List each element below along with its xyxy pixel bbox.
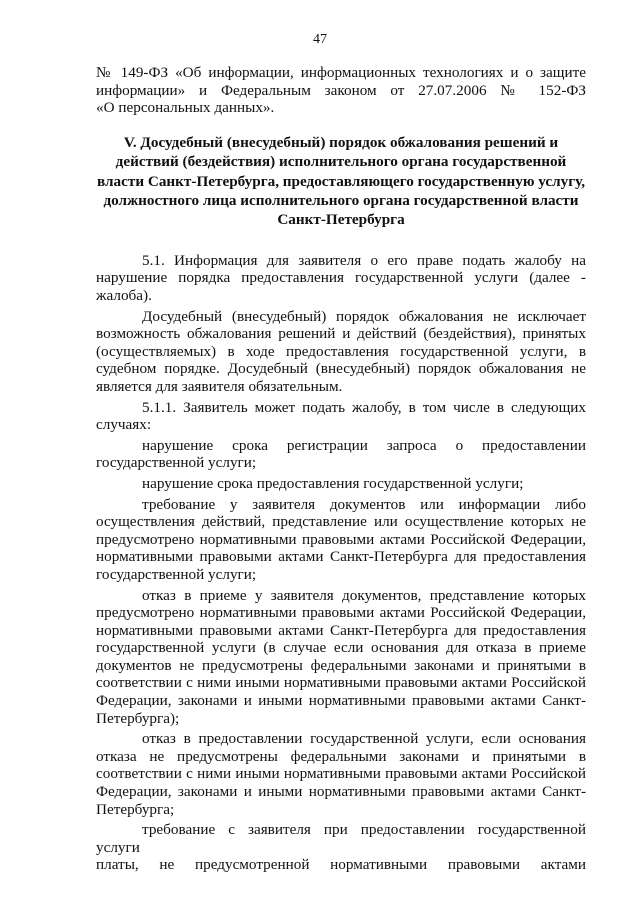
paragraph: Досудебный (внесудебный) порядок обжалования не исключает возможность обжалования решений и действий (бездействия), принятых (осуществляемых) в ходе предоставления государственной услуги, в судебном порядке. Досудебный (внесудебный) порядок обжалования не является для заявителя обязательным.: [96, 307, 586, 395]
list-item: требование у заявителя документов или информации либо осуществления действий, представление или осуществление которых не предусмотрено нормативными правовыми актами Российской Федерации, нормативными правовыми актами Санкт-Петербурга для предоставления государственной услуги;: [96, 495, 586, 583]
list-item-line: требование с заявителя при предоставлении государственной услуги: [96, 821, 586, 856]
page-number: 47: [313, 32, 327, 47]
list-item: нарушение срока предоставления государственной услуги;: [142, 474, 524, 492]
intro-line: «О персональных данных».: [96, 99, 275, 117]
page-body: [96, 64, 586, 874]
list-item: отказ в предоставлении государственной услуги, если основания отказа не предусмотрены федеральными законами и принятыми в соответствии с ними иными нормативными правовыми актами Российской Федерации, законами и иными нормативными правовыми актами Санкт-Петербурга;: [96, 730, 586, 818]
intro-line: № 149-ФЗ «Об информации, информационных технологиях и о защите: [96, 64, 586, 81]
list-item: отказ в приеме у заявителя документов, представление которых предусмотрено нормативными правовыми актами Российской Федерации, нормативными правовыми актами Санкт-Петербурга для предоставления государственной услуги (в случае если основания для отказа в приеме документов не предусмотрены федеральными законами и принятыми в соответствии с ними иными нормативными правовыми актами Российской Федерации, законами и иными нормативными правовыми актами Санкт-Петербурга);: [96, 586, 586, 727]
paragraph: 5.1.1. Заявитель может подать жалобу, в том числе в следующих случаях:: [96, 398, 586, 434]
section-heading: V. Досудебный (внесудебный) порядок обжалования решений и действий (бездействия) исполнительного органа государственной власти Санкт-Петербурга, предоставляющего государственную услугу, должностного лица исполнительного органа государственной власти Санкт-Петербурга: [97, 133, 585, 229]
list-item-line: платы, не предусмотренной нормативными правовыми актами: [96, 856, 586, 874]
intro-line: информации» и Федеральным законом от 27.07.2006 № 152-ФЗ: [96, 81, 586, 99]
list-item: нарушение срока регистрации запроса о предоставлении государственной услуги;: [96, 436, 586, 472]
paragraph: 5.1. Информация для заявителя о его праве подать жалобу на нарушение порядка предоставления государственной услуги (далее - жалоба).: [96, 251, 586, 304]
